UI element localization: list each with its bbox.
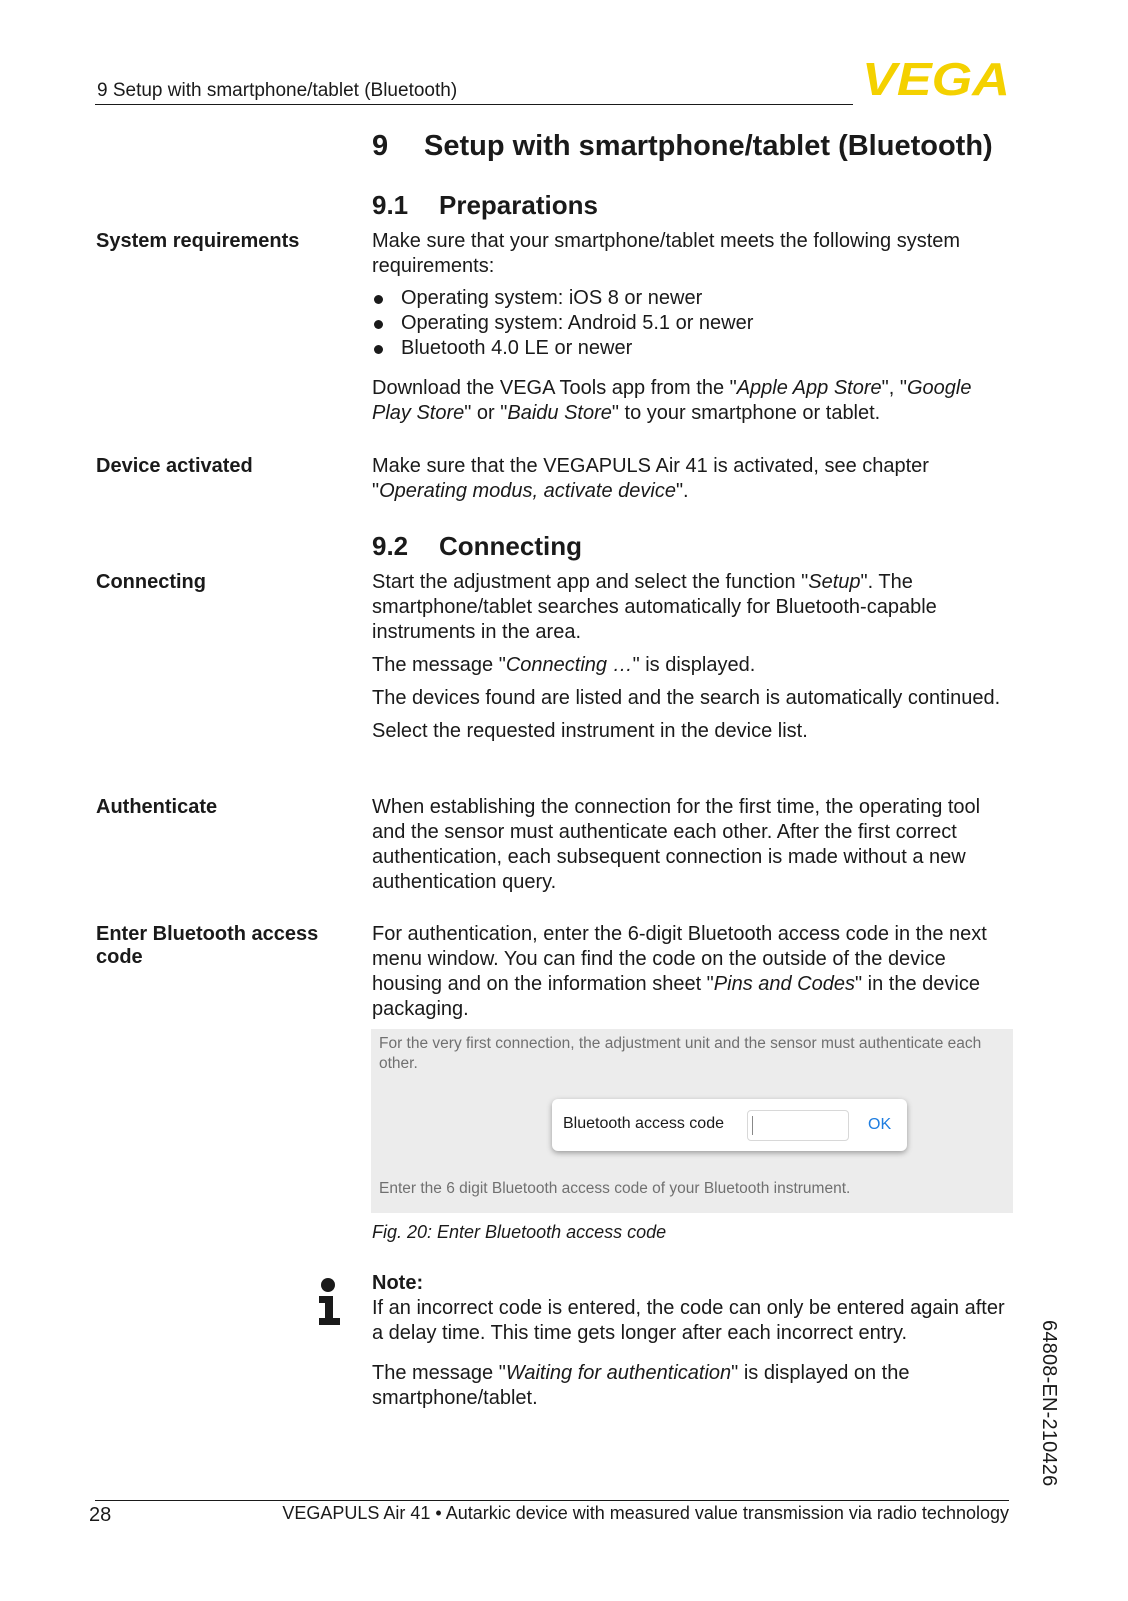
apple-store-name: Apple App Store [736,377,882,399]
note-title: Note: [372,1272,424,1294]
baidu-store-name: Baidu Store [507,402,612,424]
connecting-paragraph-1 [372,570,1014,645]
vega-logo [862,58,1012,100]
note-text: If an incorrect code is entered, the code can only be entered again after a delay time. This time gets longer after each incorrect entry. [372,1297,1005,1344]
system-requirements-intro: Make sure that your smartphone/tablet meets the following system requirements: [372,230,961,277]
header-rule [95,104,853,105]
system-requirements-block [372,229,1014,426]
figure-caption: Fig. 20: Enter Bluetooth access code [372,1222,667,1242]
section-heading-connecting [372,531,582,562]
text: Download the VEGA Tools app from the " [372,377,737,399]
screenshot-instruction-text: For the very first connection, the adjustment unit and the sensor must authenticate each other. [379,1035,982,1072]
text-caret [752,1116,753,1135]
text: " is displayed on the smartphone/tablet. [372,1362,910,1409]
margin-label-access-code: Enter Bluetooth access code [96,923,319,968]
chapter-heading [372,130,993,163]
margin-label-authenticate: Authenticate [96,796,218,818]
info-icon [316,1277,344,1327]
section-title: Connecting [439,531,582,561]
section-number: 9.1 [372,190,409,220]
access-code-paragraph [372,922,1014,1022]
list-item: Operating system: Android 5.1 or newer [372,311,1014,336]
text: Make sure that the VEGAPULS Air 41 is activated, see chapter " [372,455,929,502]
access-code-label: Bluetooth access code [563,1115,724,1132]
margin-label-device-activated: Device activated [96,455,253,477]
text: " to your smartphone or tablet. [611,402,881,424]
requirements-list [372,286,1014,361]
footer-rule [95,1500,1009,1501]
note-block [372,1271,1014,1411]
list-item: Operating system: iOS 8 or newer [372,286,1014,311]
text: ". [675,480,689,502]
text: The message " [372,1362,506,1384]
chapter-title: Setup with smartphone/tablet (Bluetooth) [424,130,993,162]
section-heading-preparations [372,190,598,221]
download-paragraph [372,376,1014,426]
setup-function-name: Setup [808,571,861,593]
access-code-screenshot [371,1029,1013,1213]
document-code: 64808-EN-210426 [1038,1320,1060,1487]
text: Start the adjustment app and select the function " [372,571,809,593]
margin-label-connecting: Connecting [96,571,206,593]
section-number: 9.2 [372,531,409,561]
waiting-paragraph [372,1361,1014,1411]
connecting-paragraph-2 [372,653,1014,678]
screenshot-hint-text: Enter the 6 digit Bluetooth access code of your Bluetooth instrument. [379,1180,851,1197]
text: The message " [372,654,506,676]
text: " or " [464,402,508,424]
text: ". The smartphone/tablet searches automatically for Bluetooth-capable instruments in the area. [372,571,937,643]
text: " is displayed. [632,654,756,676]
connecting-block [372,570,1014,744]
text: ", " [881,377,907,399]
device-activated-paragraph [372,454,1014,504]
margin-label-system-requirements: System requirements [96,230,300,252]
text: " in the device packaging. [372,973,980,1020]
access-code-input[interactable] [747,1110,849,1141]
svg-text:VEGA: VEGA [862,58,1010,100]
google-store-name: Google Play Store [372,377,972,424]
waiting-message: Waiting for authentication [505,1362,732,1384]
text: For authentication, enter the 6-digit Bluetooth access code in the next menu window. You can find the code on the outside of the device housing and on the information sheet " [372,923,987,995]
chapter-number: 9 [372,130,389,162]
authenticate-paragraph: When establishing the connection for the first time, the operating tool and the sensor must authenticate each other. After the first correct authentication, each subsequent connection is made without a new authentication query. [372,796,981,893]
access-code-dialog [552,1099,907,1151]
section-title: Preparations [439,190,598,220]
running-header: 9 Setup with smartphone/tablet (Bluetooth) [97,80,458,101]
pins-and-codes-name: Pins and Codes [713,973,855,995]
ok-button[interactable]: OK [868,1116,892,1133]
connecting-paragraph-4: Select the requested instrument in the device list. [372,720,808,742]
chapter-reference: Operating modus, activate device [379,480,676,502]
connecting-paragraph-3: The devices found are listed and the search is automatically continued. [372,687,1001,709]
list-item: Bluetooth 4.0 LE or newer [372,336,1014,361]
connecting-message: Connecting … [505,654,633,676]
page-number: 28 [89,1504,112,1526]
footer-product-line: VEGAPULS Air 41 • Autarkic device with measured value transmission via radio technology [282,1503,1009,1523]
